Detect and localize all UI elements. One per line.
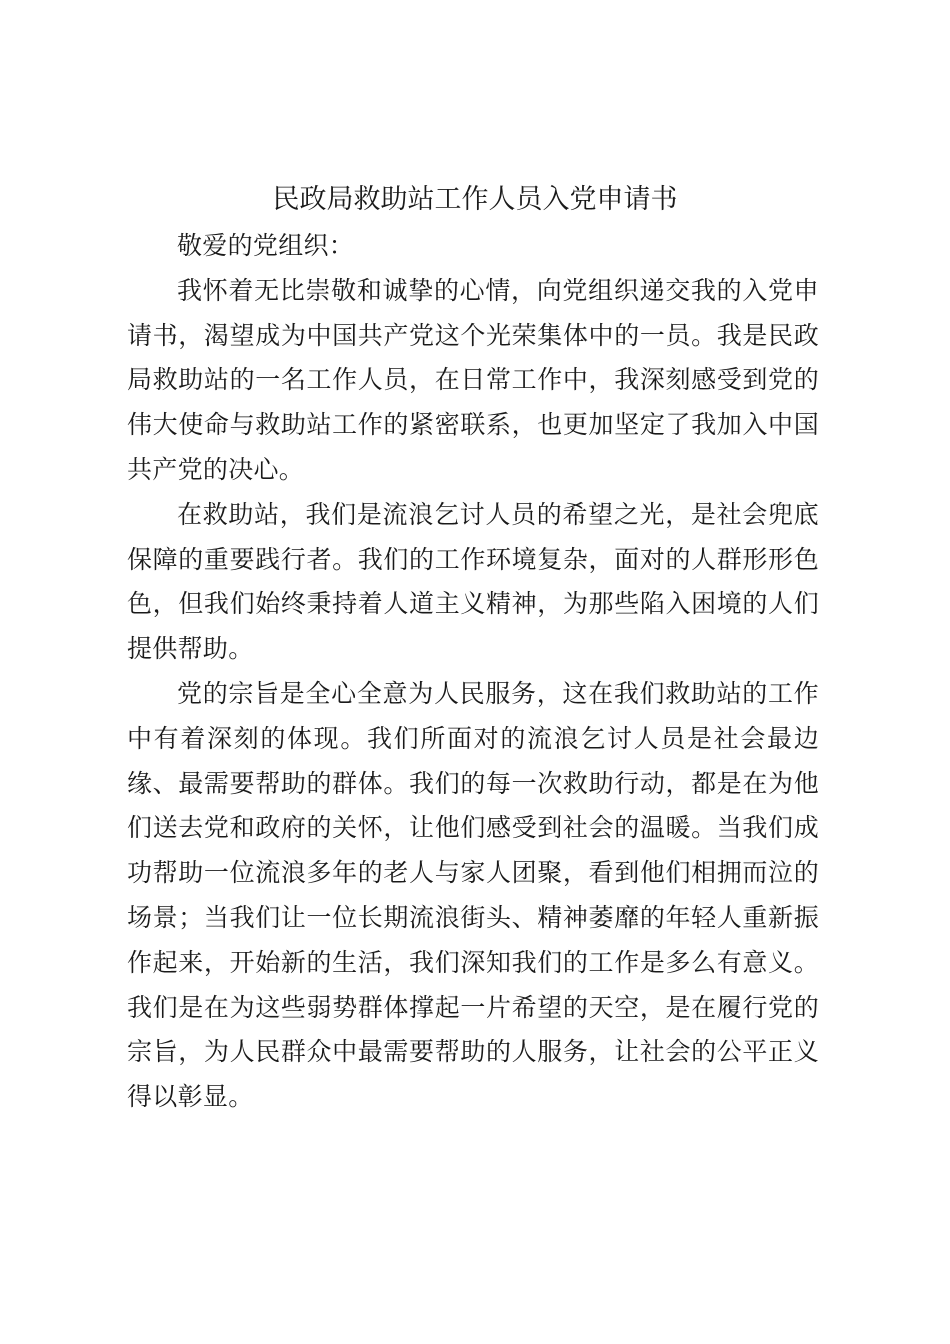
paragraph-station-role: 在救助站，我们是流浪乞讨人员的希望之光，是社会兜底保障的重要践行者。我们的工作环境复杂，面对的人群形形色色，但我们始终秉持着人道主义精神，为那些陷入困境的人们提供帮助。 xyxy=(127,499,819,664)
paragraph-party-purpose: 党的宗旨是全心全意为人民服务，这在我们救助站的工作中有着深刻的体现。我们所面对的流浪乞讨人员是社会最边缘、最需要帮助的群体。我们的每一次救助行动，都是在为他们送去党和政府的关怀，让他们感受到社会的温暖。当我们成功帮助一位流浪多年的老人与家人团聚，看到他们相拥而泣的场景；当我们让一位长期流浪街头、精神萎靡的年轻人重新振作起来，开始新的生活，我们深知我们的工作是多么有意义。我们是在为这些弱势群体撑起一片希望的天空，是在履行党的宗旨，为人民群众中最需要帮助的人服务，让社会的公平正义得以彰显。 xyxy=(127,678,819,1112)
paragraph-intro: 我怀着无比崇敬和诚挚的心情，向党组织递交我的入党申请书，渴望成为中国共产党这个光荣集体中的一员。我是民政局救助站的一名工作人员，在日常工作中，我深刻感受到党的伟大使命与救助站工作的紧密联系，也更加坚定了我加入中国共产党的决心。 xyxy=(127,275,819,484)
salutation: 敬爱的党组织： xyxy=(177,231,355,260)
document-title: 民政局救助站工作人员入党申请书 xyxy=(272,184,678,215)
document-body xyxy=(127,224,819,1120)
